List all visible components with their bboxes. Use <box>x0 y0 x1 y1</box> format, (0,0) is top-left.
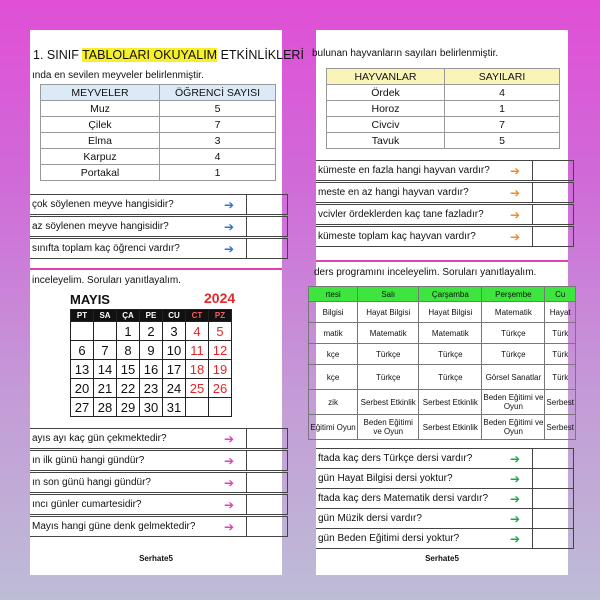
calendar-day: 17 <box>163 360 186 379</box>
schedule-cell: Serbest Etkinlik <box>419 390 482 415</box>
schedule-cell: zik <box>309 390 358 415</box>
arrow-right-icon: ➔ <box>509 451 521 466</box>
calendar-day <box>186 398 209 417</box>
weekday-label: CT <box>186 310 209 322</box>
schedule-cell: Serbest <box>545 390 576 415</box>
animal-name: Ördek <box>327 85 445 101</box>
calendar-question-3: ın son günü hangi gündür? ➔ <box>30 472 282 493</box>
animal-count: 4 <box>445 85 560 101</box>
schedule-cell: Türkçe <box>358 344 419 365</box>
answer-box[interactable] <box>532 448 574 469</box>
fruit-question-3: sınıfta toplam kaç öğrenci vardır? ➔ <box>30 238 282 259</box>
schedule-cell: Türkçe <box>482 323 545 344</box>
weekday-label: CU <box>163 310 186 322</box>
fruit-name: Portakal <box>41 165 160 181</box>
table-row <box>327 101 560 117</box>
calendar-day: 30 <box>140 398 163 417</box>
answer-box[interactable] <box>532 160 574 181</box>
calendar-day: 5 <box>209 322 232 341</box>
animal-name: Civciv <box>327 117 445 133</box>
calendar-day: 22 <box>117 379 140 398</box>
arrow-right-icon: ➔ <box>223 431 235 446</box>
calendar-day: 29 <box>117 398 140 417</box>
arrow-right-icon: ➔ <box>223 475 235 490</box>
calendar-year: 2024 <box>204 290 236 306</box>
calendar-day: 15 <box>117 360 140 379</box>
arrow-right-icon: ➔ <box>509 229 521 244</box>
arrow-right-icon: ➔ <box>509 531 521 546</box>
schedule-cell: Beden Eğitimi ve Oyun <box>482 415 545 440</box>
calendar-day: 7 <box>94 341 117 360</box>
calendar-intro: inceleyelim. Soruları yanıtlayalım. <box>32 275 181 286</box>
calendar-question-5: Mayıs hangi güne denk gelmektedir? ➔ <box>30 516 282 537</box>
calendar-day: 9 <box>140 341 163 360</box>
answer-box[interactable] <box>246 494 288 515</box>
schedule-table <box>308 286 576 440</box>
fruit-name: Karpuz <box>41 149 160 165</box>
schedule-cell: Matematik <box>358 323 419 344</box>
calendar-day: 12 <box>209 341 232 360</box>
schedule-cell: Görsel Sanatlar <box>482 365 545 390</box>
table-row <box>41 117 276 133</box>
schedule-cell: Eğitimi Oyun <box>309 415 358 440</box>
answer-box[interactable] <box>532 204 574 225</box>
worksheet-left <box>30 30 304 575</box>
arrow-right-icon: ➔ <box>509 163 521 178</box>
schedule-cell: Türk <box>545 344 576 365</box>
calendar-week <box>71 398 232 417</box>
schedule-cell: Türkçe <box>482 344 545 365</box>
schedule-cell: Beden Eğitimi ve Oyun <box>358 415 419 440</box>
schedule-cell: kçe <box>309 365 358 390</box>
calendar-day: 24 <box>163 379 186 398</box>
schedule-day: rtesi <box>309 287 358 302</box>
calendar-day: 25 <box>186 379 209 398</box>
animal-count: 7 <box>445 117 560 133</box>
worksheet-title: 1. SINIF TABLOLARI OKUYALIM ETKİNLİKLERİ <box>33 48 304 62</box>
table-row <box>327 117 560 133</box>
schedule-cell: Matematik <box>419 323 482 344</box>
answer-box[interactable] <box>532 182 574 203</box>
weekday-label: PT <box>71 310 94 322</box>
calendar-day: 8 <box>117 341 140 360</box>
animal-count: 1 <box>445 101 560 117</box>
schedule-cell: Türkçe <box>358 365 419 390</box>
section-divider <box>30 268 282 270</box>
animal-count: 5 <box>445 133 560 149</box>
schedule-question-5: gün Beden Eğitimi dersi yoktur? ➔ <box>316 528 568 549</box>
calendar-day: 16 <box>140 360 163 379</box>
fruit-count: 7 <box>160 117 276 133</box>
calendar-week <box>71 322 232 341</box>
calendar-week <box>71 379 232 398</box>
calendar-day: 6 <box>71 341 94 360</box>
fruit-name: Çilek <box>41 117 160 133</box>
calendar-day: 2 <box>140 322 163 341</box>
fruit-table <box>40 84 276 181</box>
calendar-day: 20 <box>71 379 94 398</box>
schedule-cell: Türkçe <box>419 365 482 390</box>
arrow-right-icon: ➔ <box>223 197 235 212</box>
table-row <box>41 133 276 149</box>
answer-box[interactable] <box>532 508 574 529</box>
answer-box[interactable] <box>532 226 574 247</box>
weekday-label: PZ <box>209 310 232 322</box>
calendar-day: 21 <box>94 379 117 398</box>
schedule-cell: Hayat <box>545 302 576 323</box>
fruit-count: 4 <box>160 149 276 165</box>
worksheet-right <box>310 30 574 575</box>
table-row <box>41 165 276 181</box>
animal-question-4: kümeste toplam kaç hayvan vardır? ➔ <box>316 226 568 247</box>
footer-credit: Serhate5 <box>425 554 459 563</box>
calendar-day <box>71 322 94 341</box>
fruit-header-name: MEYVELER <box>41 85 160 101</box>
fruit-count: 3 <box>160 133 276 149</box>
schedule-cell: kçe <box>309 344 358 365</box>
table-row <box>309 302 576 323</box>
animal-question-3: vciv​ler ördeklerden kaç tane fazladır? ➔ <box>316 204 568 225</box>
fruit-name: Elma <box>41 133 160 149</box>
arrow-right-icon: ➔ <box>509 471 521 486</box>
calendar-question-1: ayıs ayı kaç gün çekmektedir? ➔ <box>30 428 282 449</box>
arrow-right-icon: ➔ <box>509 511 521 526</box>
calendar-day: 27 <box>71 398 94 417</box>
arrow-right-icon: ➔ <box>223 497 235 512</box>
calendar-day: 3 <box>163 322 186 341</box>
schedule-cell: Türk <box>545 323 576 344</box>
animal-name: Horoz <box>327 101 445 117</box>
arrow-right-icon: ➔ <box>223 219 235 234</box>
answer-box[interactable] <box>246 194 288 215</box>
calendar-day <box>94 322 117 341</box>
arrow-right-icon: ➔ <box>509 185 521 200</box>
calendar-day: 19 <box>209 360 232 379</box>
schedule-day: Cu <box>545 287 576 302</box>
answer-box[interactable] <box>246 238 288 259</box>
table-row <box>309 323 576 344</box>
schedule-question-4: gün Müzik dersi vardır? ➔ <box>316 508 568 529</box>
schedule-intro: ders programını inceleyelim. Soruları yanıtlayalım. <box>314 267 537 278</box>
calendar-day: 18 <box>186 360 209 379</box>
arrow-right-icon: ➔ <box>509 491 521 506</box>
fruit-question-2: az söylenen meyve hangisidir? ➔ <box>30 216 282 237</box>
calendar-question-2: ın ilk günü hangi gündür? ➔ <box>30 450 282 471</box>
calendar-question-4: ıncı günler cumartesidir? ➔ <box>30 494 282 515</box>
answer-box[interactable] <box>246 472 288 493</box>
calendar-month: MAYIS <box>70 292 110 307</box>
answer-box[interactable] <box>246 450 288 471</box>
calendar-day: 11 <box>186 341 209 360</box>
table-row <box>309 365 576 390</box>
weekday-label: PE <box>140 310 163 322</box>
fruit-header-count: ÖĞRENCİ SAYISI <box>160 85 276 101</box>
calendar-week <box>71 341 232 360</box>
calendar-day: 10 <box>163 341 186 360</box>
schedule-day: Çarşamba <box>419 287 482 302</box>
calendar-day: 14 <box>94 360 117 379</box>
calendar-day <box>209 398 232 417</box>
schedule-cell: matik <box>309 323 358 344</box>
arrow-right-icon: ➔ <box>223 453 235 468</box>
animal-intro: bulunan hayvanların sayıları belirlenmiştir. <box>312 48 499 59</box>
schedule-cell: Bilgisi <box>309 302 358 323</box>
answer-box[interactable] <box>246 516 288 537</box>
weekday-label: ÇA <box>117 310 140 322</box>
fruit-intro: ında en sevilen meyveler belirlenmiştir. <box>32 70 204 81</box>
schedule-cell: Serbest Etkinlik <box>358 390 419 415</box>
arrow-right-icon: ➔ <box>223 519 235 534</box>
schedule-cell: Beden Eğitimi ve Oyun <box>482 390 545 415</box>
schedule-question-1: ftada kaç ders Türkçe dersi vardır? ➔ <box>316 448 568 469</box>
animal-header-count: SAYILARI <box>445 69 560 85</box>
table-row <box>41 101 276 117</box>
calendar-week <box>71 360 232 379</box>
calendar-day: 1 <box>117 322 140 341</box>
schedule-cell: Hayat Bilgisi <box>358 302 419 323</box>
animal-question-1: kümeste en fazla hangi hayvan vardır? ➔ <box>316 160 568 181</box>
schedule-cell: Türkçe <box>419 344 482 365</box>
table-row <box>41 149 276 165</box>
schedule-cell: Türk <box>545 365 576 390</box>
answer-box[interactable] <box>532 488 574 509</box>
schedule-cell: Hayat Bilgisi <box>419 302 482 323</box>
calendar-day: 4 <box>186 322 209 341</box>
schedule-header-row <box>309 287 576 302</box>
answer-box[interactable] <box>532 528 574 549</box>
animal-question-2: meste en az hangi hayvan vardır? ➔ <box>316 182 568 203</box>
section-divider <box>316 260 568 262</box>
schedule-question-3: ftada kaç ders Matematik dersi vardır? ➔ <box>316 488 568 509</box>
fruit-count: 1 <box>160 165 276 181</box>
schedule-cell: Matematik <box>482 302 545 323</box>
schedule-question-2: gün Hayat Bilgisi dersi yoktur? ➔ <box>316 468 568 489</box>
table-row <box>309 344 576 365</box>
schedule-cell: Serbest Etkinlik <box>419 415 482 440</box>
animal-table <box>326 68 560 149</box>
weekday-label: SA <box>94 310 117 322</box>
animal-name: Tavuk <box>327 133 445 149</box>
fruit-name: Muz <box>41 101 160 117</box>
answer-box[interactable] <box>246 216 288 237</box>
fruit-count: 5 <box>160 101 276 117</box>
table-row <box>327 85 560 101</box>
answer-box[interactable] <box>246 428 288 449</box>
schedule-cell: Serbest <box>545 415 576 440</box>
calendar-day: 23 <box>140 379 163 398</box>
schedule-day: Perşembe <box>482 287 545 302</box>
calendar-day: 28 <box>94 398 117 417</box>
arrow-right-icon: ➔ <box>223 241 235 256</box>
table-row <box>309 415 576 440</box>
calendar-grid <box>70 309 232 417</box>
calendar-day: 26 <box>209 379 232 398</box>
answer-box[interactable] <box>532 468 574 489</box>
table-row <box>327 133 560 149</box>
calendar-day: 31 <box>163 398 186 417</box>
footer-credit: Serhate5 <box>139 554 173 563</box>
table-row <box>309 390 576 415</box>
weekday-row <box>71 310 232 322</box>
fruit-question-1: çok söylenen meyve hangisidir? ➔ <box>30 194 282 215</box>
calendar-day: 13 <box>71 360 94 379</box>
arrow-right-icon: ➔ <box>509 207 521 222</box>
schedule-day: Salı <box>358 287 419 302</box>
animal-header-name: HAYVANLAR <box>327 69 445 85</box>
